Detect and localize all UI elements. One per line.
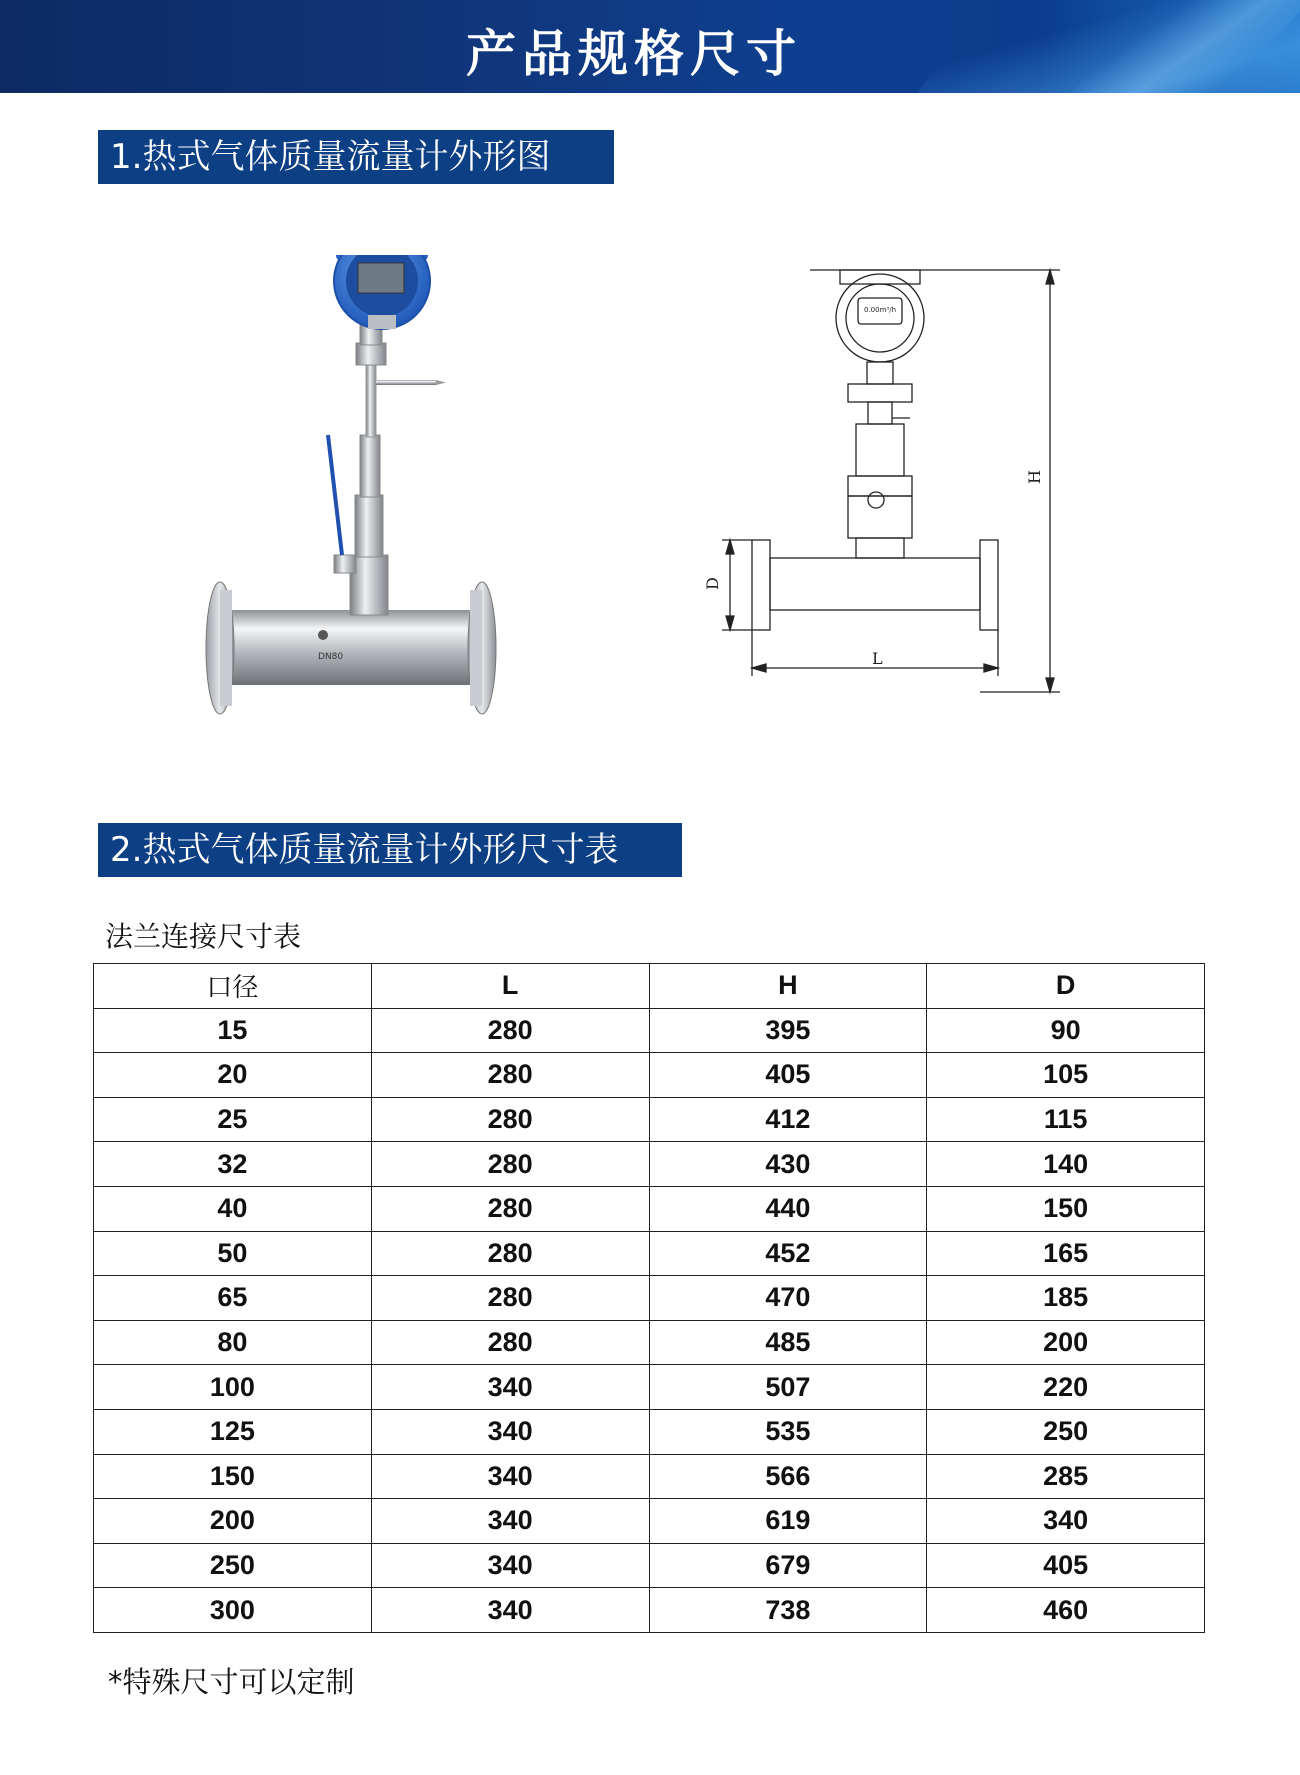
section-title-appearance: 1.热式气体质量流量计外形图 bbox=[98, 130, 614, 184]
table-header-row bbox=[94, 964, 1205, 1009]
table-cell: 250 bbox=[94, 1543, 372, 1588]
table-row bbox=[94, 1276, 1205, 1321]
pipe-size-label: DN80 bbox=[318, 652, 344, 662]
dimension-table bbox=[93, 963, 1205, 1633]
header-banner bbox=[0, 0, 1300, 93]
table-row bbox=[94, 1008, 1205, 1053]
page-title: 产品规格尺寸 bbox=[466, 25, 802, 83]
dimension-label-h: H bbox=[1025, 470, 1044, 484]
table-cell: 535 bbox=[649, 1409, 927, 1454]
table-cell: 140 bbox=[927, 1142, 1205, 1187]
column-header-l: L bbox=[371, 964, 649, 1009]
table-cell: 220 bbox=[927, 1365, 1205, 1410]
table-cell: 65 bbox=[94, 1276, 372, 1321]
table-cell: 405 bbox=[927, 1543, 1205, 1588]
table-cell: 285 bbox=[927, 1454, 1205, 1499]
table-cell: 105 bbox=[927, 1053, 1205, 1098]
table-cell: 280 bbox=[371, 1186, 649, 1231]
table-cell: 100 bbox=[94, 1365, 372, 1410]
table-row bbox=[94, 1142, 1205, 1187]
table-cell: 280 bbox=[371, 1008, 649, 1053]
table-row bbox=[94, 1499, 1205, 1544]
dimension-drawing bbox=[690, 250, 1090, 740]
table-cell: 40 bbox=[94, 1186, 372, 1231]
table-cell: 150 bbox=[94, 1454, 372, 1499]
table-row bbox=[94, 1409, 1205, 1454]
table-cell: 80 bbox=[94, 1320, 372, 1365]
table-cell: 50 bbox=[94, 1231, 372, 1276]
column-header-h: H bbox=[649, 964, 927, 1009]
table-cell: 125 bbox=[94, 1409, 372, 1454]
table-row bbox=[94, 1231, 1205, 1276]
table-row bbox=[94, 1454, 1205, 1499]
table-cell: 405 bbox=[649, 1053, 927, 1098]
table-cell: 452 bbox=[649, 1231, 927, 1276]
table-row bbox=[94, 1588, 1205, 1633]
table-cell: 340 bbox=[371, 1588, 649, 1633]
table-cell: 340 bbox=[927, 1499, 1205, 1544]
table-cell: 340 bbox=[371, 1499, 649, 1544]
table-cell: 280 bbox=[371, 1097, 649, 1142]
table-cell: 340 bbox=[371, 1365, 649, 1410]
table-cell: 20 bbox=[94, 1053, 372, 1098]
dimension-label-l: L bbox=[872, 649, 883, 668]
flowmeter-photo bbox=[190, 255, 530, 735]
table-cell: 470 bbox=[649, 1276, 927, 1321]
table-cell: 340 bbox=[371, 1454, 649, 1499]
table-cell: 412 bbox=[649, 1097, 927, 1142]
table-cell: 280 bbox=[371, 1142, 649, 1187]
table-cell: 115 bbox=[927, 1097, 1205, 1142]
table-cell: 280 bbox=[371, 1320, 649, 1365]
table-cell: 150 bbox=[927, 1186, 1205, 1231]
column-header-d: D bbox=[927, 964, 1205, 1009]
table-cell: 619 bbox=[649, 1499, 927, 1544]
dimension-label-d: D bbox=[703, 577, 722, 590]
section-title-dimension-table: 2.热式气体质量流量计外形尺寸表 bbox=[98, 823, 682, 877]
table-cell: 185 bbox=[927, 1276, 1205, 1321]
table-row bbox=[94, 1320, 1205, 1365]
table-cell: 200 bbox=[94, 1499, 372, 1544]
table-cell: 738 bbox=[649, 1588, 927, 1633]
table-cell: 340 bbox=[371, 1543, 649, 1588]
column-header-bore: 口径 bbox=[94, 964, 372, 1009]
table-cell: 280 bbox=[371, 1276, 649, 1321]
table-cell: 507 bbox=[649, 1365, 927, 1410]
table-cell: 460 bbox=[927, 1588, 1205, 1633]
table-row bbox=[94, 1543, 1205, 1588]
display-readout: 0.00m³/h bbox=[864, 306, 897, 314]
table-row bbox=[94, 1053, 1205, 1098]
table-cell: 165 bbox=[927, 1231, 1205, 1276]
table-cell: 200 bbox=[927, 1320, 1205, 1365]
table-cell: 340 bbox=[371, 1409, 649, 1454]
table-cell: 679 bbox=[649, 1543, 927, 1588]
table-row bbox=[94, 1097, 1205, 1142]
table-cell: 395 bbox=[649, 1008, 927, 1053]
table-cell: 15 bbox=[94, 1008, 372, 1053]
table-cell: 430 bbox=[649, 1142, 927, 1187]
table-cell: 300 bbox=[94, 1588, 372, 1633]
table-cell: 280 bbox=[371, 1053, 649, 1098]
table-cell: 250 bbox=[927, 1409, 1205, 1454]
table-cell: 25 bbox=[94, 1097, 372, 1142]
table-cell: 440 bbox=[649, 1186, 927, 1231]
table-cell: 566 bbox=[649, 1454, 927, 1499]
table-cell: 485 bbox=[649, 1320, 927, 1365]
table-cell: 90 bbox=[927, 1008, 1205, 1053]
table-row bbox=[94, 1365, 1205, 1410]
table-caption: 法兰连接尺寸表 bbox=[105, 920, 302, 953]
table-cell: 32 bbox=[94, 1142, 372, 1187]
table-cell: 280 bbox=[371, 1231, 649, 1276]
custom-size-note: *特殊尺寸可以定制 bbox=[108, 1665, 355, 1699]
table-row bbox=[94, 1186, 1205, 1231]
